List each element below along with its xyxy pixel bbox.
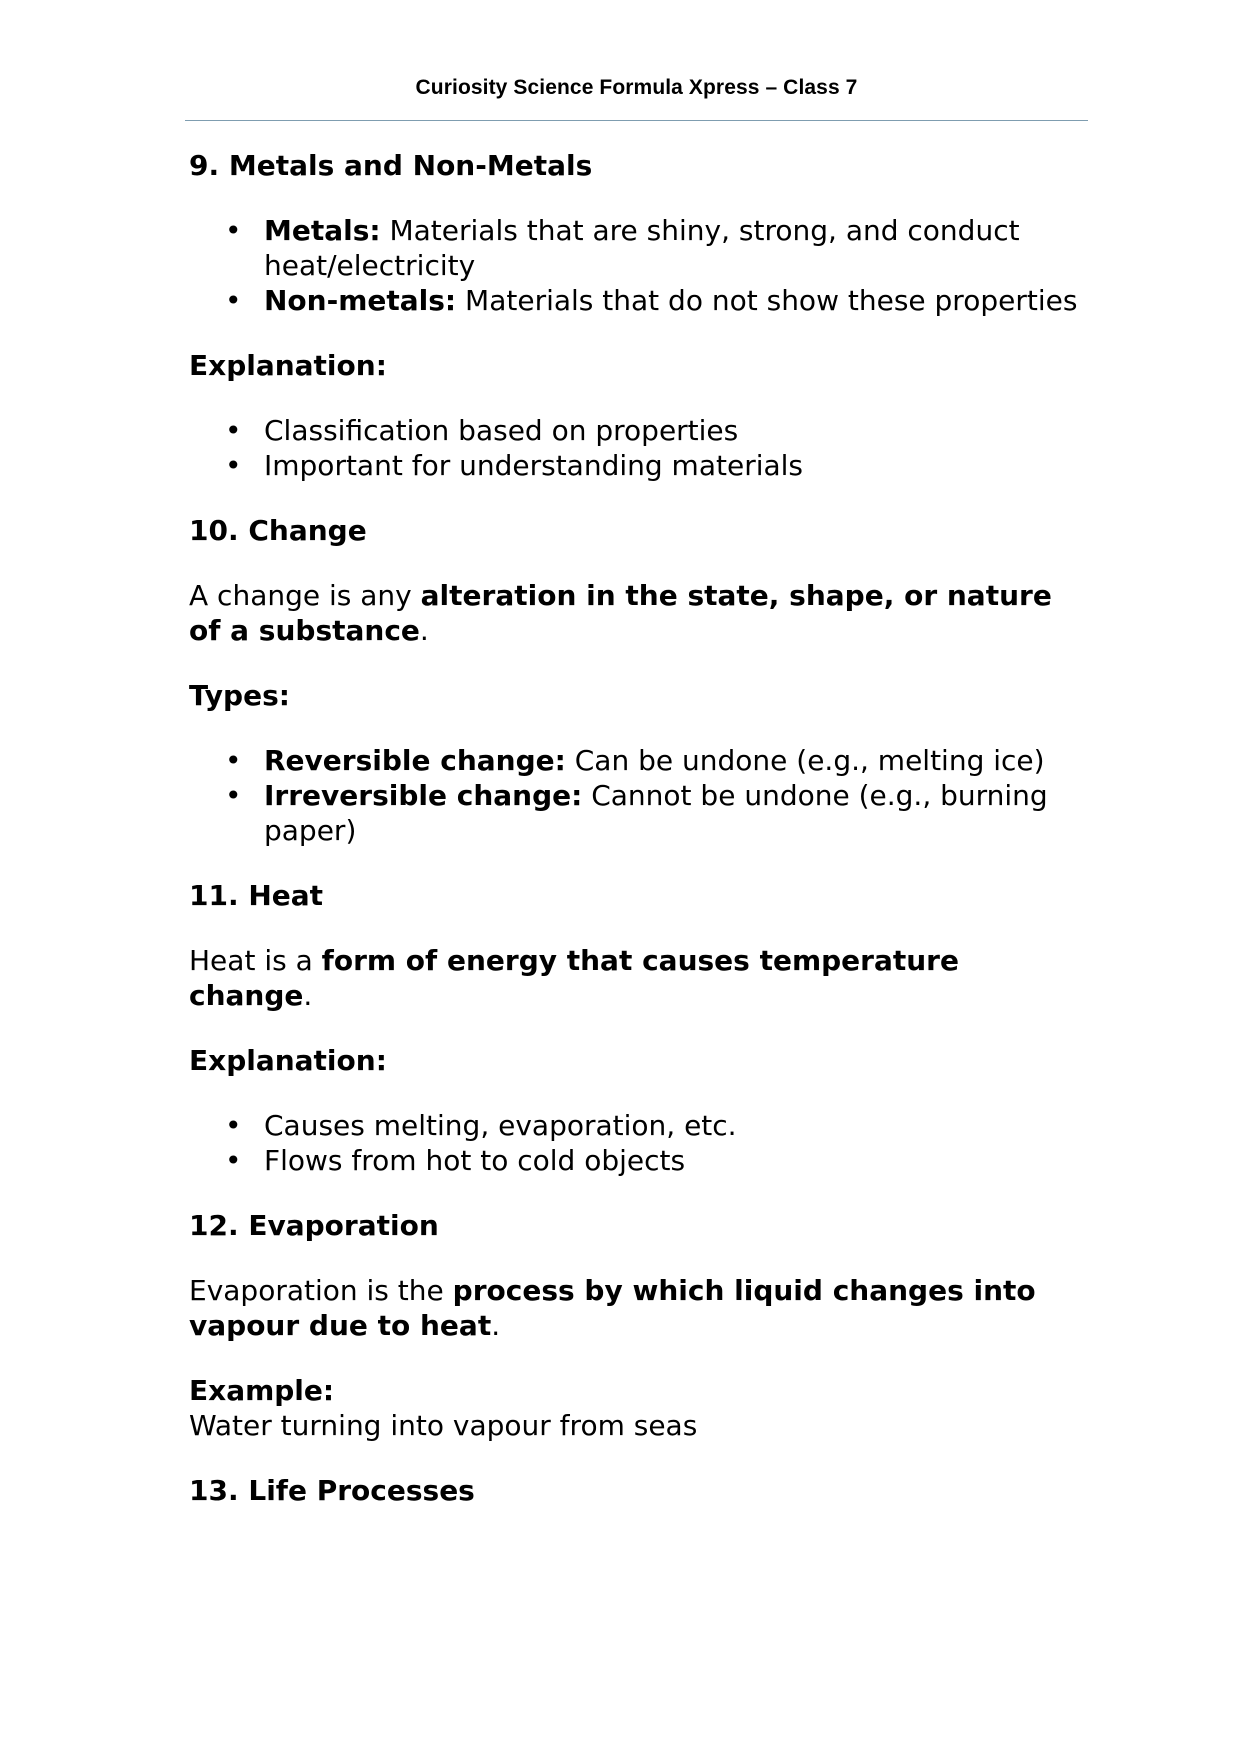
definition-text: A change is any xyxy=(189,579,421,612)
definition-emphasis: alteration in the state, shape, or nature of a substance xyxy=(189,579,1052,647)
term-description: Materials that do not show these properties xyxy=(456,284,1078,317)
definition-text: . xyxy=(303,979,313,1012)
bullet-icon: • xyxy=(225,744,242,777)
explanation-label: Explanation: xyxy=(189,349,387,382)
list-item xyxy=(189,743,1089,778)
list-item xyxy=(189,213,1089,283)
bullet-icon: • xyxy=(225,214,242,247)
example-label: Example: xyxy=(189,1374,335,1407)
types-list xyxy=(189,743,1089,848)
list-item xyxy=(189,1108,1089,1143)
section-heading-change: 10. Change xyxy=(189,514,367,547)
example-text: Water turning into vapour from seas xyxy=(189,1409,698,1442)
bullet-icon: • xyxy=(225,1109,242,1142)
list-item xyxy=(189,778,1089,848)
bullet-icon: • xyxy=(225,449,242,482)
term-label: Non-metals: xyxy=(264,284,457,317)
definition-text: . xyxy=(491,1309,501,1342)
list-item-text: Causes melting, evaporation, etc. xyxy=(264,1109,737,1142)
explanation-list xyxy=(189,1108,1089,1178)
list-item-text: Important for understanding materials xyxy=(264,449,804,482)
list-item xyxy=(189,283,1089,318)
header-divider xyxy=(185,120,1088,121)
definition-emphasis: process by which liquid changes into vapour due to heat xyxy=(189,1274,1036,1342)
section-heading-heat: 11. Heat xyxy=(189,879,324,912)
list-item-text: Flows from hot to cold objects xyxy=(264,1144,686,1177)
definition-text: Heat is a xyxy=(189,944,322,977)
term-label: Reversible change: xyxy=(264,744,566,777)
metals-list xyxy=(189,213,1089,318)
definition-paragraph xyxy=(189,943,1089,1013)
running-header: Curiosity Science Formula Xpress – Class 7 xyxy=(415,76,858,99)
explanation-label: Explanation: xyxy=(189,1044,387,1077)
term-label: Metals: xyxy=(264,214,381,247)
definition-emphasis: form of energy that causes temperature change xyxy=(189,944,959,1012)
list-item xyxy=(189,1143,1089,1178)
bullet-icon: • xyxy=(225,779,242,812)
term-description: Can be undone (e.g., melting ice) xyxy=(565,744,1045,777)
bullet-icon: • xyxy=(225,284,242,317)
section-heading-life-processes: 13. Life Processes xyxy=(189,1474,475,1507)
section-heading-evaporation: 12. Evaporation xyxy=(189,1209,439,1242)
types-label: Types: xyxy=(189,679,290,712)
term-label: Irreversible change: xyxy=(264,779,583,812)
definition-paragraph xyxy=(189,578,1089,648)
bullet-icon: • xyxy=(225,414,242,447)
definition-paragraph xyxy=(189,1273,1089,1343)
list-item-text: Classification based on properties xyxy=(264,414,739,447)
definition-text: . xyxy=(419,614,429,647)
list-item xyxy=(189,413,1089,448)
section-heading-metals: 9. Metals and Non-Metals xyxy=(189,149,593,182)
definition-text: Evaporation is the xyxy=(189,1274,453,1307)
bullet-icon: • xyxy=(225,1144,242,1177)
list-item xyxy=(189,448,1089,483)
term-description: Materials that are shiny, strong, and conduct heat/electricity xyxy=(264,214,1020,282)
explanation-list xyxy=(189,413,1089,483)
term-description: Cannot be undone (e.g., burning paper) xyxy=(264,779,1048,847)
page-content xyxy=(189,148,1089,1508)
